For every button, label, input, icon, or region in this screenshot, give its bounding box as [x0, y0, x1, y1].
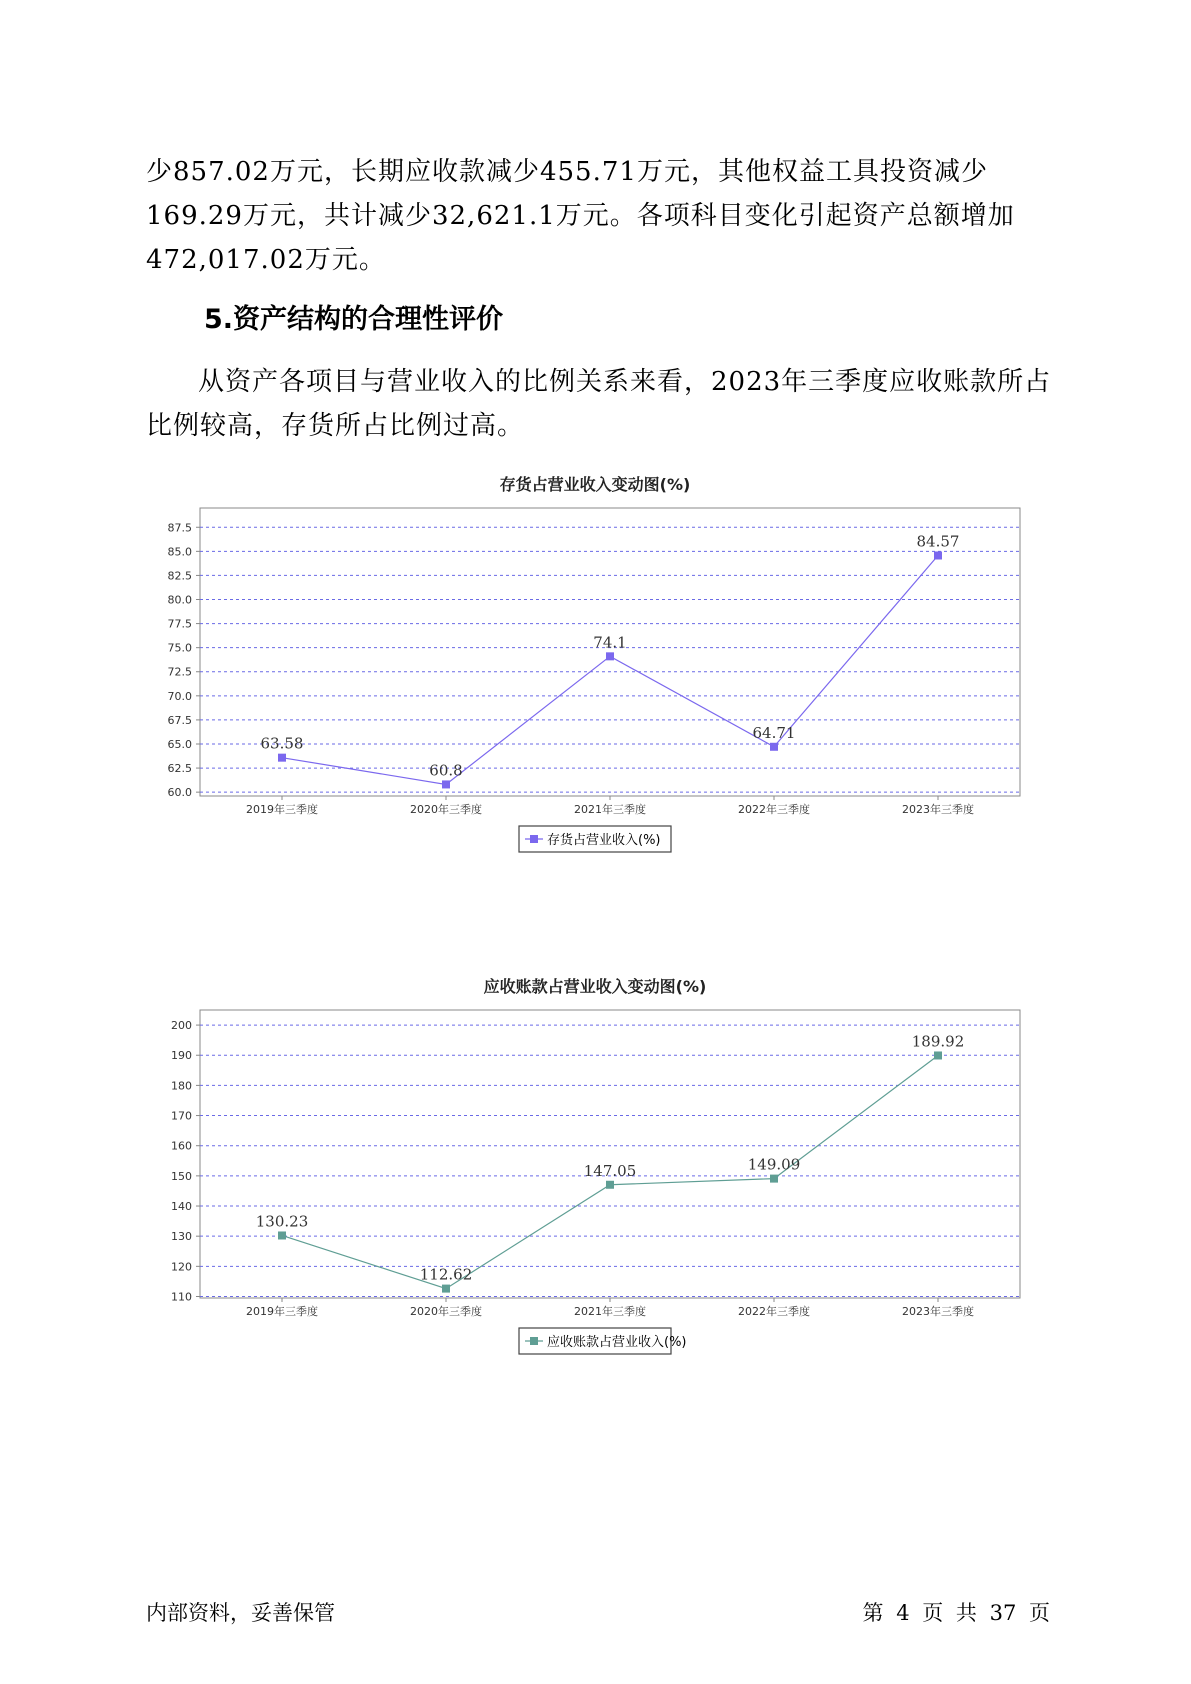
receivables-chart-xtick-label: 2023年三季度 — [902, 1305, 974, 1318]
paragraph-ratio-analysis: 从资产各项目与营业收入的比例关系来看，2023年三季度应收账款所占比例较高，存货所占比例过高。 — [146, 367, 1052, 441]
receivables-chart-data-point — [606, 1181, 614, 1189]
inventory-chart-data-label: 60.8 — [429, 761, 463, 780]
inventory-chart-ytick-label: 72.5 — [167, 665, 192, 679]
receivables-chart-data-label: 189.92 — [911, 1032, 965, 1051]
inventory-chart-ytick-label: 70.0 — [167, 689, 192, 703]
inventory-chart-data-label: 64.71 — [752, 723, 796, 742]
inventory-chart-title: 存货占营业收入变动图(%) — [499, 475, 691, 494]
inventory-chart-ytick-label: 75.0 — [167, 641, 192, 655]
inventory-chart-ytick-label: 87.5 — [167, 521, 192, 535]
receivables-chart-legend-label: 应收账款占营业收入(%) — [547, 1335, 687, 1350]
receivables-chart-ytick-label: 200 — [171, 1019, 192, 1033]
receivables-chart-data-label: 130.23 — [255, 1212, 309, 1231]
inventory-chart-legend-marker — [530, 835, 538, 843]
inventory-chart-data-label: 74.1 — [593, 633, 627, 652]
receivables-chart-data-label: 112.62 — [419, 1265, 473, 1284]
inventory-chart-data-label: 84.57 — [916, 532, 960, 551]
receivables-chart-xtick-label: 2021年三季度 — [574, 1305, 646, 1318]
receivables-chart-title: 应收账款占营业收入变动图(%) — [483, 977, 707, 996]
inventory-chart-data-label: 63.58 — [260, 734, 304, 753]
inventory-chart-data-point — [934, 551, 942, 559]
inventory-chart-ytick-label: 80.0 — [167, 593, 192, 607]
receivables-chart-data-point — [770, 1175, 778, 1183]
receivables-chart-ytick-label: 120 — [171, 1260, 192, 1274]
receivables-chart-data-point — [278, 1231, 286, 1239]
receivables-chart-data-point — [934, 1051, 942, 1059]
receivables-chart-ytick-label: 140 — [171, 1200, 192, 1214]
inventory-chart-xtick-label: 2023年三季度 — [902, 803, 974, 816]
footer-confidential-note: 内部资料，妥善保管 — [146, 1601, 335, 1625]
receivables-chart-legend-marker — [530, 1337, 538, 1345]
receivables-chart-plot-area — [200, 1010, 1020, 1298]
receivables-chart-xtick-label: 2020年三季度 — [410, 1305, 482, 1318]
paragraph-asset-change: 少857.02万元，长期应收款减少455.71万元，其他权益工具投资减少169.29万元，共计减少32,621.1万元。各项科目变化引起资产总额增加472,017.02万元。 — [146, 157, 1015, 275]
receivables-chart-data-point — [442, 1285, 450, 1293]
inventory-chart-xtick-label: 2019年三季度 — [246, 803, 318, 816]
receivables-chart-xtick-label: 2022年三季度 — [738, 1305, 810, 1318]
receivables-chart-ytick-label: 190 — [171, 1049, 192, 1063]
receivables-chart-ytick-label: 150 — [171, 1169, 192, 1183]
inventory-chart-ytick-label: 82.5 — [167, 569, 192, 583]
section-heading: 5.资产结构的合理性评价 — [204, 304, 504, 335]
inventory-chart-data-point — [442, 780, 450, 788]
inventory-chart-ytick-label: 65.0 — [167, 737, 192, 751]
inventory-chart-xtick-label: 2021年三季度 — [574, 803, 646, 816]
inventory-chart-ytick-label: 62.5 — [167, 762, 192, 776]
receivables-chart-ytick-label: 180 — [171, 1079, 192, 1093]
inventory-ratio-chart — [150, 470, 1040, 930]
inventory-chart-ytick-label: 67.5 — [167, 713, 192, 727]
receivables-chart-ytick-label: 160 — [171, 1139, 192, 1153]
inventory-ratio-chart-svg — [150, 470, 1040, 930]
inventory-chart-ytick-label: 77.5 — [167, 617, 192, 631]
inventory-chart-xtick-label: 2022年三季度 — [738, 803, 810, 816]
receivables-chart-data-label: 147.05 — [583, 1161, 637, 1180]
footer-page-number: 第 4 页 共 37 页 — [862, 1601, 1050, 1625]
inventory-chart-data-point — [770, 743, 778, 751]
inventory-chart-data-point — [606, 652, 614, 660]
inventory-chart-data-point — [278, 754, 286, 762]
receivables-ratio-chart — [150, 972, 1040, 1432]
receivables-chart-ytick-label: 170 — [171, 1109, 192, 1123]
inventory-chart-legend-label: 存货占营业收入(%) — [547, 833, 661, 848]
inventory-chart-ytick-label: 85.0 — [167, 545, 192, 559]
receivables-ratio-chart-svg — [150, 972, 1040, 1432]
receivables-chart-xtick-label: 2019年三季度 — [246, 1305, 318, 1318]
inventory-chart-ytick-label: 60.0 — [167, 786, 192, 800]
receivables-chart-data-label: 149.09 — [747, 1155, 801, 1174]
inventory-chart-xtick-label: 2020年三季度 — [410, 803, 482, 816]
receivables-chart-ytick-label: 110 — [171, 1290, 192, 1304]
receivables-chart-ytick-label: 130 — [171, 1230, 192, 1244]
